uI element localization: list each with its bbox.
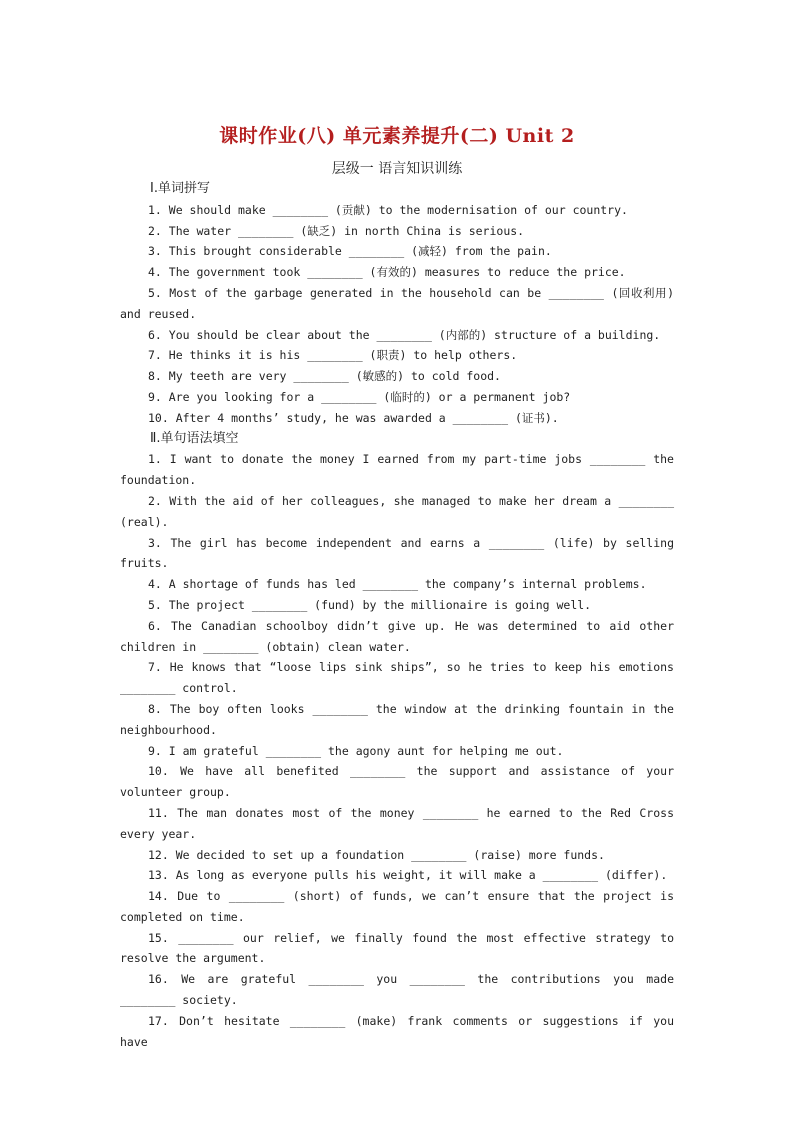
section-heading-spelling: Ⅰ.单词拼写 — [150, 181, 210, 196]
spelling-item-7: 7. He thinks it is his ________ (职责) to help others. — [148, 348, 518, 363]
grammar-item-2: 2. With the aid of her colleagues, she managed to make her dream a ________ (real). — [120, 493, 674, 529]
grammar-item-8: 8. The boy often looks ________ the window at the drinking fountain in the neighbourhood. — [120, 701, 674, 737]
grammar-item-12: 12. We decided to set up a foundation ________ (raise) more funds. — [148, 847, 605, 862]
section-heading-grammar: Ⅱ.单句语法填空 — [150, 430, 239, 446]
spelling-item-10: 10. After 4 months’ study, he was awarded a ________ (证书). — [148, 410, 559, 425]
grammar-item-7: 7. He knows that “loose lips sink ships”, so he tries to keep his emotions ________ control. — [120, 660, 674, 696]
spelling-item-8: 8. My teeth are very ________ (敏感的) to cold food. — [148, 369, 501, 384]
spelling-item-3: 3. This brought considerable ________ (减轻) from the pain. — [148, 244, 552, 259]
grammar-item-6: 6. The Canadian schoolboy didn’t give up. He was determined to aid other children in ________ (obtain) clean water. — [120, 618, 674, 654]
grammar-item-10: 10. We have all benefited ________ the support and assistance of your volunteer group. — [120, 764, 674, 800]
grammar-item-15: 15. ________ our relief, we finally found the most effective strategy to resolve the argument. — [120, 930, 674, 966]
spelling-item-2: 2. The water ________ (缺乏) in north China is serious. — [148, 223, 525, 238]
spelling-item-4: 4. The government took ________ (有效的) measures to reduce the price. — [148, 265, 626, 280]
page-title: 课时作业(八) 单元素养提升(二) Unit 2 — [219, 125, 575, 147]
grammar-item-3: 3. The girl has become independent and earns a ________ (life) by selling fruits. — [120, 535, 674, 571]
spelling-item-5: 5. Most of the garbage generated in the household can be ________ (回收利用) and reused. — [120, 285, 674, 321]
grammar-item-17: 17. Don’t hesitate ________ (make) frank comments or suggestions if you have — [120, 1013, 674, 1049]
spelling-item-1: 1. We should make ________ (贡献) to the modernisation of our country. — [148, 202, 628, 217]
grammar-item-13: 13. As long as everyone pulls his weight, it will make a ________ (differ). — [148, 868, 668, 883]
exercise-content — [120, 179, 674, 1052]
grammar-item-1: 1. I want to donate the money I earned from my part-time jobs ________ the foundation. — [120, 452, 674, 488]
section-level-title: 层级一 语言知识训练 — [331, 161, 463, 177]
spelling-item-6: 6. You should be clear about the ________ (内部的) structure of a building. — [148, 327, 661, 342]
grammar-item-9: 9. I am grateful ________ the agony aunt for helping me out. — [148, 743, 564, 758]
spelling-item-9: 9. Are you looking for a ________ (临时的) or a permanent job? — [148, 389, 571, 404]
grammar-item-5: 5. The project ________ (fund) by the millionaire is going well. — [148, 597, 592, 612]
grammar-item-4: 4. A shortage of funds has led ________ the company’s internal problems. — [148, 577, 647, 592]
grammar-item-16: 16. We are grateful ________ you ________ the contributions you made ________ society. — [120, 972, 674, 1008]
grammar-item-14: 14. Due to ________ (short) of funds, we can’t ensure that the project is completed on time. — [120, 889, 674, 924]
grammar-item-11: 11. The man donates most of the money ________ he earned to the Red Cross every year. — [120, 805, 674, 841]
